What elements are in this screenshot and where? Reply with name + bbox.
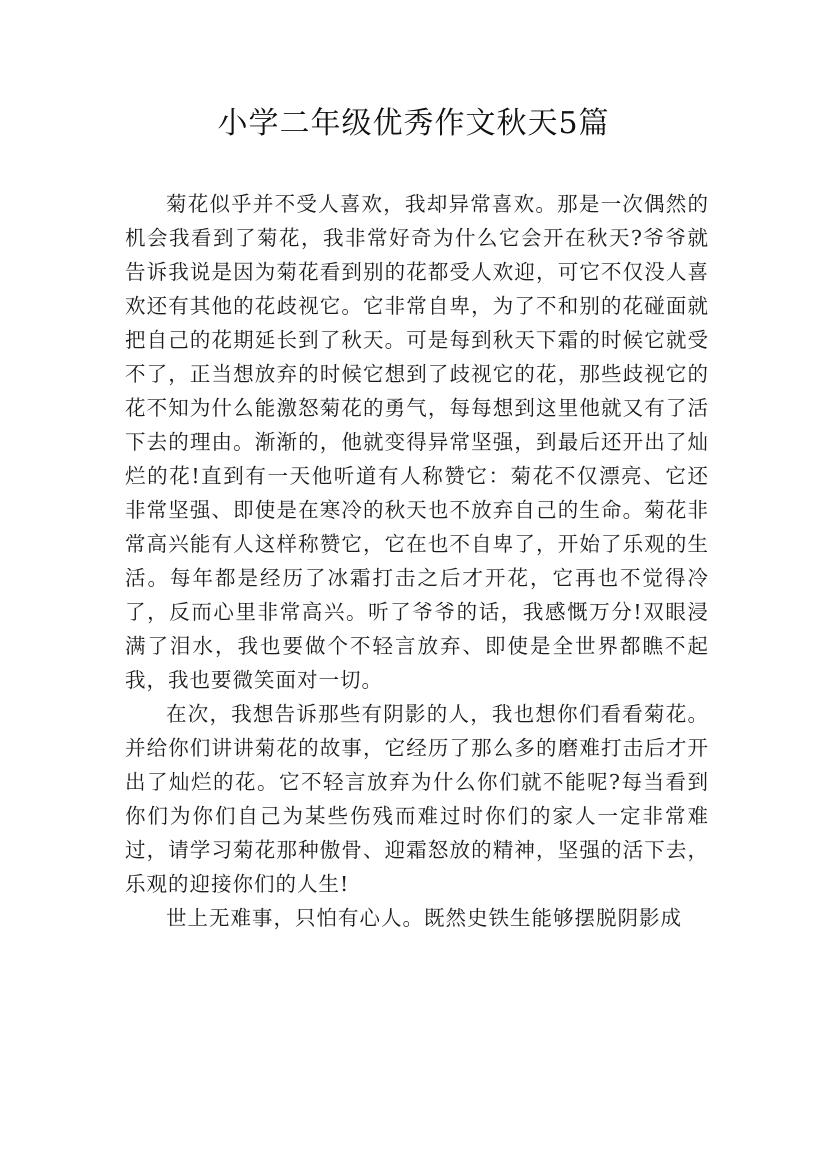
paragraph-1: 菊花似乎并不受人喜欢，我却异常喜欢。那是一次偶然的机会我看到了菊花，我非常好奇为什么它会开在秋天?爷爷就告诉我说是因为菊花看到别的花都受人欢迎，可它不仅没人喜欢还有其他的花歧视它。它非常自卑，为了不和别的花碰面就把自己的花期延长到了秋天。可是每到秋天下霜的时候它就受不了，正当想放弃的时候它想到了歧视它的花，那些歧视它的花不知为什么能激怒菊花的勇气，每每想到这里他就又有了活下去的理由。渐渐的，他就变得异常坚强，到最后还开出了灿烂的花!直到有一天他听道有人称赞它：菊花不仅漂亮、它还非常坚强、即使是在寒冷的秋天也不放弃自己的生命。菊花非常高兴能有人这样称赞它，它在也不自卑了，开始了乐观的生活。每年都是经历了冰霜打击之后才开花，它再也不觉得冷了，反而心里非常高兴。听了爷爷的话，我感慨万分!双眼浸满了泪水，我也要做个不轻言放弃、即使是全世界都瞧不起我，我也要微笑面对一切。: [125, 192, 709, 692]
paragraph-3: 世上无难事，只怕有心人。既然史铁生能够摆脱阴影成: [166, 906, 682, 930]
document-title: 小学二年级优秀作文秋天5篇: [217, 106, 610, 141]
paragraph-2: 在次，我想告诉那些有阴影的人，我也想你们看看菊花。并给你们讲讲菊花的故事，它经历了那么多的磨难打击后才开出了灿烂的花。它不轻言放弃为什么你们就不能呢?每当看到你们为你们自己为某些伤残而难过时你们的家人一定非常难过，请学习菊花那种傲骨、迎霜怒放的精神，坚强的活下去，乐观的迎接你们的人生!: [125, 702, 709, 896]
document-body: [125, 187, 709, 935]
